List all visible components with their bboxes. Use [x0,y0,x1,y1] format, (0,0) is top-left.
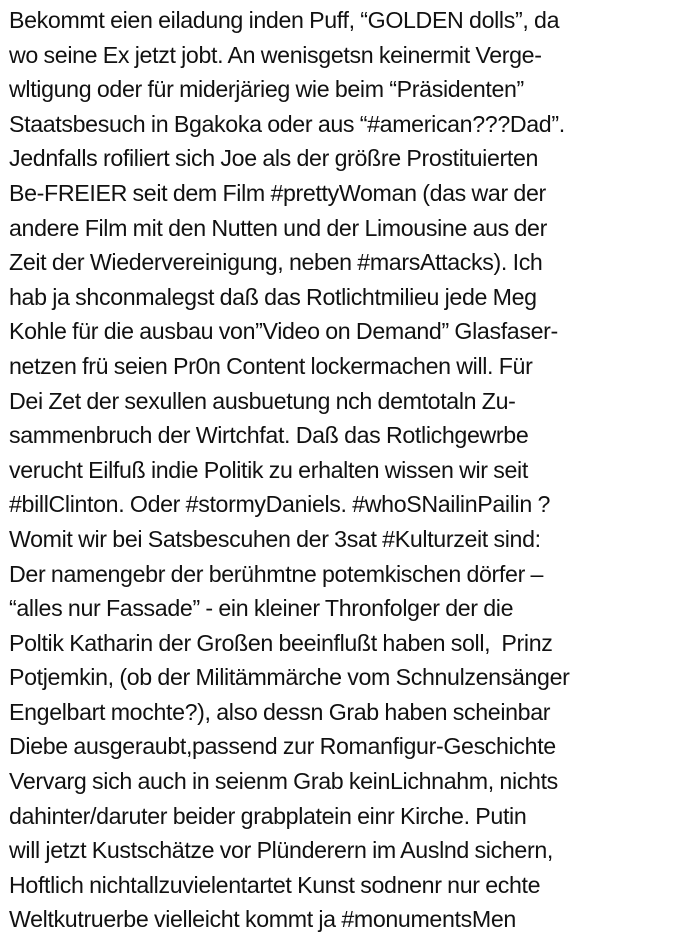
text-line: Hoftlich nichtallzuvielentartet Kunst sodnenr nur echte [9,871,541,898]
text-line: Dei Zet der sexullen ausbuetung nch demtotaln Zu- [9,387,516,414]
text-line: Be-FREIER seit dem Film #prettyWoman (das war der [9,179,546,206]
body-text [9,3,681,937]
text-line: Potjemkin, (ob der Militämmärche vom Schnulzensänger [9,664,570,691]
text-line: Womit wir bei Satsbescuhen der 3sat #Kulturzeit sind: [9,525,541,552]
text-line: andere Film mit den Nutten und der Limousine aus der [9,214,547,241]
text-line: Staatsbesuch in Bgakoka oder aus “#american???Dad”. [9,110,565,137]
text-line: Weltkutruerbe vielleicht kommt ja #monumentsMen [9,906,516,933]
text-line: netzen frü seien Pr0n Content lockermachen will. Für [9,352,533,379]
text-line: Vervarg sich auch in seienm Grab keinLichnahm, nichts [9,768,558,795]
text-line: dahinter/daruter beider grabplatein einr Kirche. Putin [9,802,527,829]
text-line: Zeit der Wiedervereinigung, neben #marsAttacks). Ich [9,249,543,276]
text-line: wo seine Ex jetzt jobt. An wenisgetsn keinermit Verge- [9,41,542,68]
text-line: hab ja shconmalegst daß das Rotlichtmilieu jede Meg [9,283,537,310]
text-line: Der namengebr der berühmtne potemkischen dörfer – [9,560,544,587]
text-line: will jetzt Kustschätze vor Plünderern im Auslnd sichern, [9,837,553,864]
text-line: verucht Eilfuß indie Politik zu erhalten wissen wir seit [9,456,528,483]
text-line: Engelbart mochte?), also dessn Grab haben scheinbar [9,698,551,725]
text-line: Bekommt eien eiladung inden Puff, “GOLDEN dolls”, da [9,7,560,33]
text-line: Poltik Katharin der Großen beeinflußt haben soll, Prinz [9,629,553,656]
text-line: Diebe ausgeraubt,passend zur Romanfigur-Geschichte [9,733,556,760]
text-line: wltigung oder für miderjärieg wie beim “Präsidenten” [9,76,524,103]
text-line: “alles nur Fassade” - ein kleiner Thronfolger der die [9,595,514,622]
text-line: Jednfalls rofiliert sich Joe als der größre Prostituierten [9,145,539,172]
text-line: Kohle für die ausbau von”Video on Demand” Glasfaser- [9,318,558,345]
text-line: #billClinton. Oder #stormyDaniels. #whoSNailinPailin ? [9,491,551,518]
text-line: sammenbruch der Wirtchfat. Daß das Rotlichgewrbe [9,422,529,449]
